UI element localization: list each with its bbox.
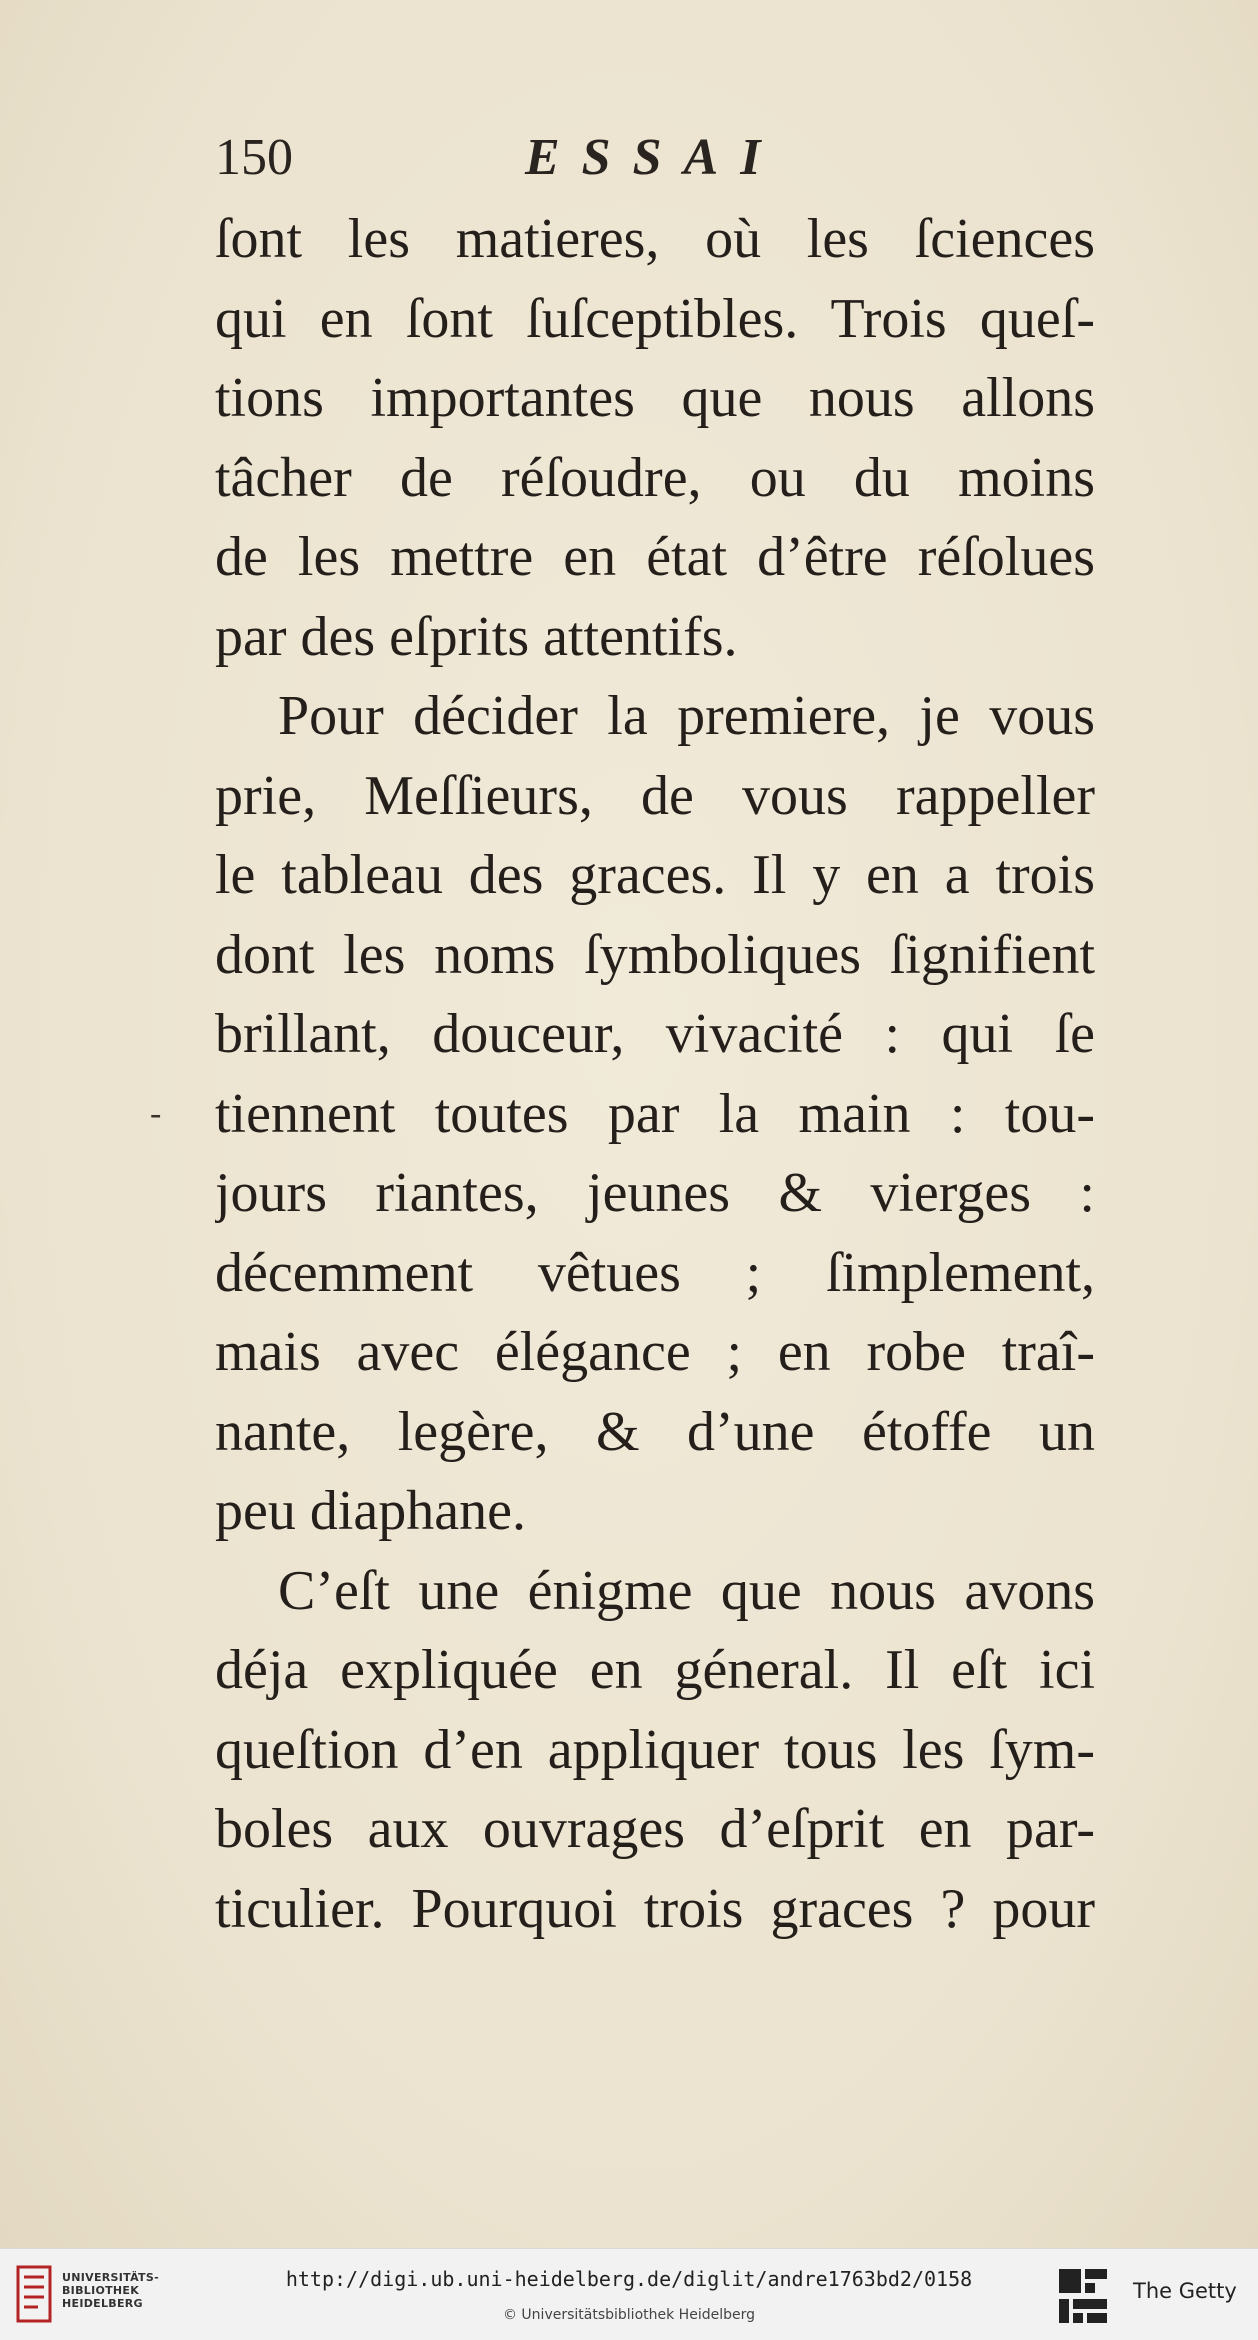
text-line: qui en ſont ſuſceptibles. Trois queſ- xyxy=(215,287,1095,350)
partner-name: The Getty xyxy=(1133,2279,1237,2303)
text-line: jours riantes, jeunes & vierges : xyxy=(215,1162,1095,1224)
text-line: mais avec élégance ; en robe traî- xyxy=(215,1321,1095,1383)
text-line: tâcher de réſoudre, ou du moins xyxy=(215,446,1095,509)
running-head: ESSAI xyxy=(525,129,783,186)
text-line: nante, legère, & d’une étoffe un xyxy=(215,1400,1095,1463)
text-line: peu diaphane. xyxy=(215,1480,526,1542)
text-line: ticulier. Pourquoi trois graces ? pour xyxy=(215,1877,1095,1940)
getty-logo-icon xyxy=(1057,2267,1109,2325)
permalink-url[interactable]: http://digi.ub.uni-heidelberg.de/diglit/andre1763bd2/0158 xyxy=(285,2267,973,2291)
page-header xyxy=(215,128,1115,188)
text-line: par des eſprits attentifs. xyxy=(215,605,738,668)
library-name: UNIVERSITÄTS- BIBLIOTHEK HEIDELBERG xyxy=(62,2271,159,2310)
viewer-footer xyxy=(0,2248,1258,2340)
text-line: déja expliquée en géneral. Il eſt ici xyxy=(215,1639,1095,1701)
text-line: dont les noms ſymboliques ſignifient xyxy=(215,923,1095,986)
text-line: boles aux ouvrages d’eſprit en par- xyxy=(215,1798,1095,1860)
page-number: 150 xyxy=(215,129,293,186)
text-line: de les mettre en état d’être réſolues xyxy=(215,526,1095,588)
text-line: le tableau des graces. Il y en a trois xyxy=(215,844,1095,906)
margin-dash: - xyxy=(150,1095,162,1132)
text-line: C’eſt une énigme que nous avons xyxy=(278,1559,1095,1622)
copyright-notice: © Universitätsbibliothek Heidelberg xyxy=(502,2307,755,2323)
text-line: tiennent toutes par la main : tou- xyxy=(215,1082,1095,1145)
text-line: queſtion d’en appliquer tous les ſym- xyxy=(215,1718,1095,1781)
text-line: ſont les matieres, où les ſciences xyxy=(215,208,1095,270)
text-line: brillant, douceur, vivacité : qui ſe xyxy=(215,1003,1095,1065)
text-line: prie, Meſſieurs, de vous rappeller xyxy=(215,764,1095,827)
text-line: tions importantes que nous allons xyxy=(215,367,1095,429)
text-line: décemment vêtues ; ſimplement, xyxy=(215,1241,1095,1304)
text-line: Pour décider la premiere, je vous xyxy=(278,685,1095,747)
body-text xyxy=(215,200,1095,1949)
